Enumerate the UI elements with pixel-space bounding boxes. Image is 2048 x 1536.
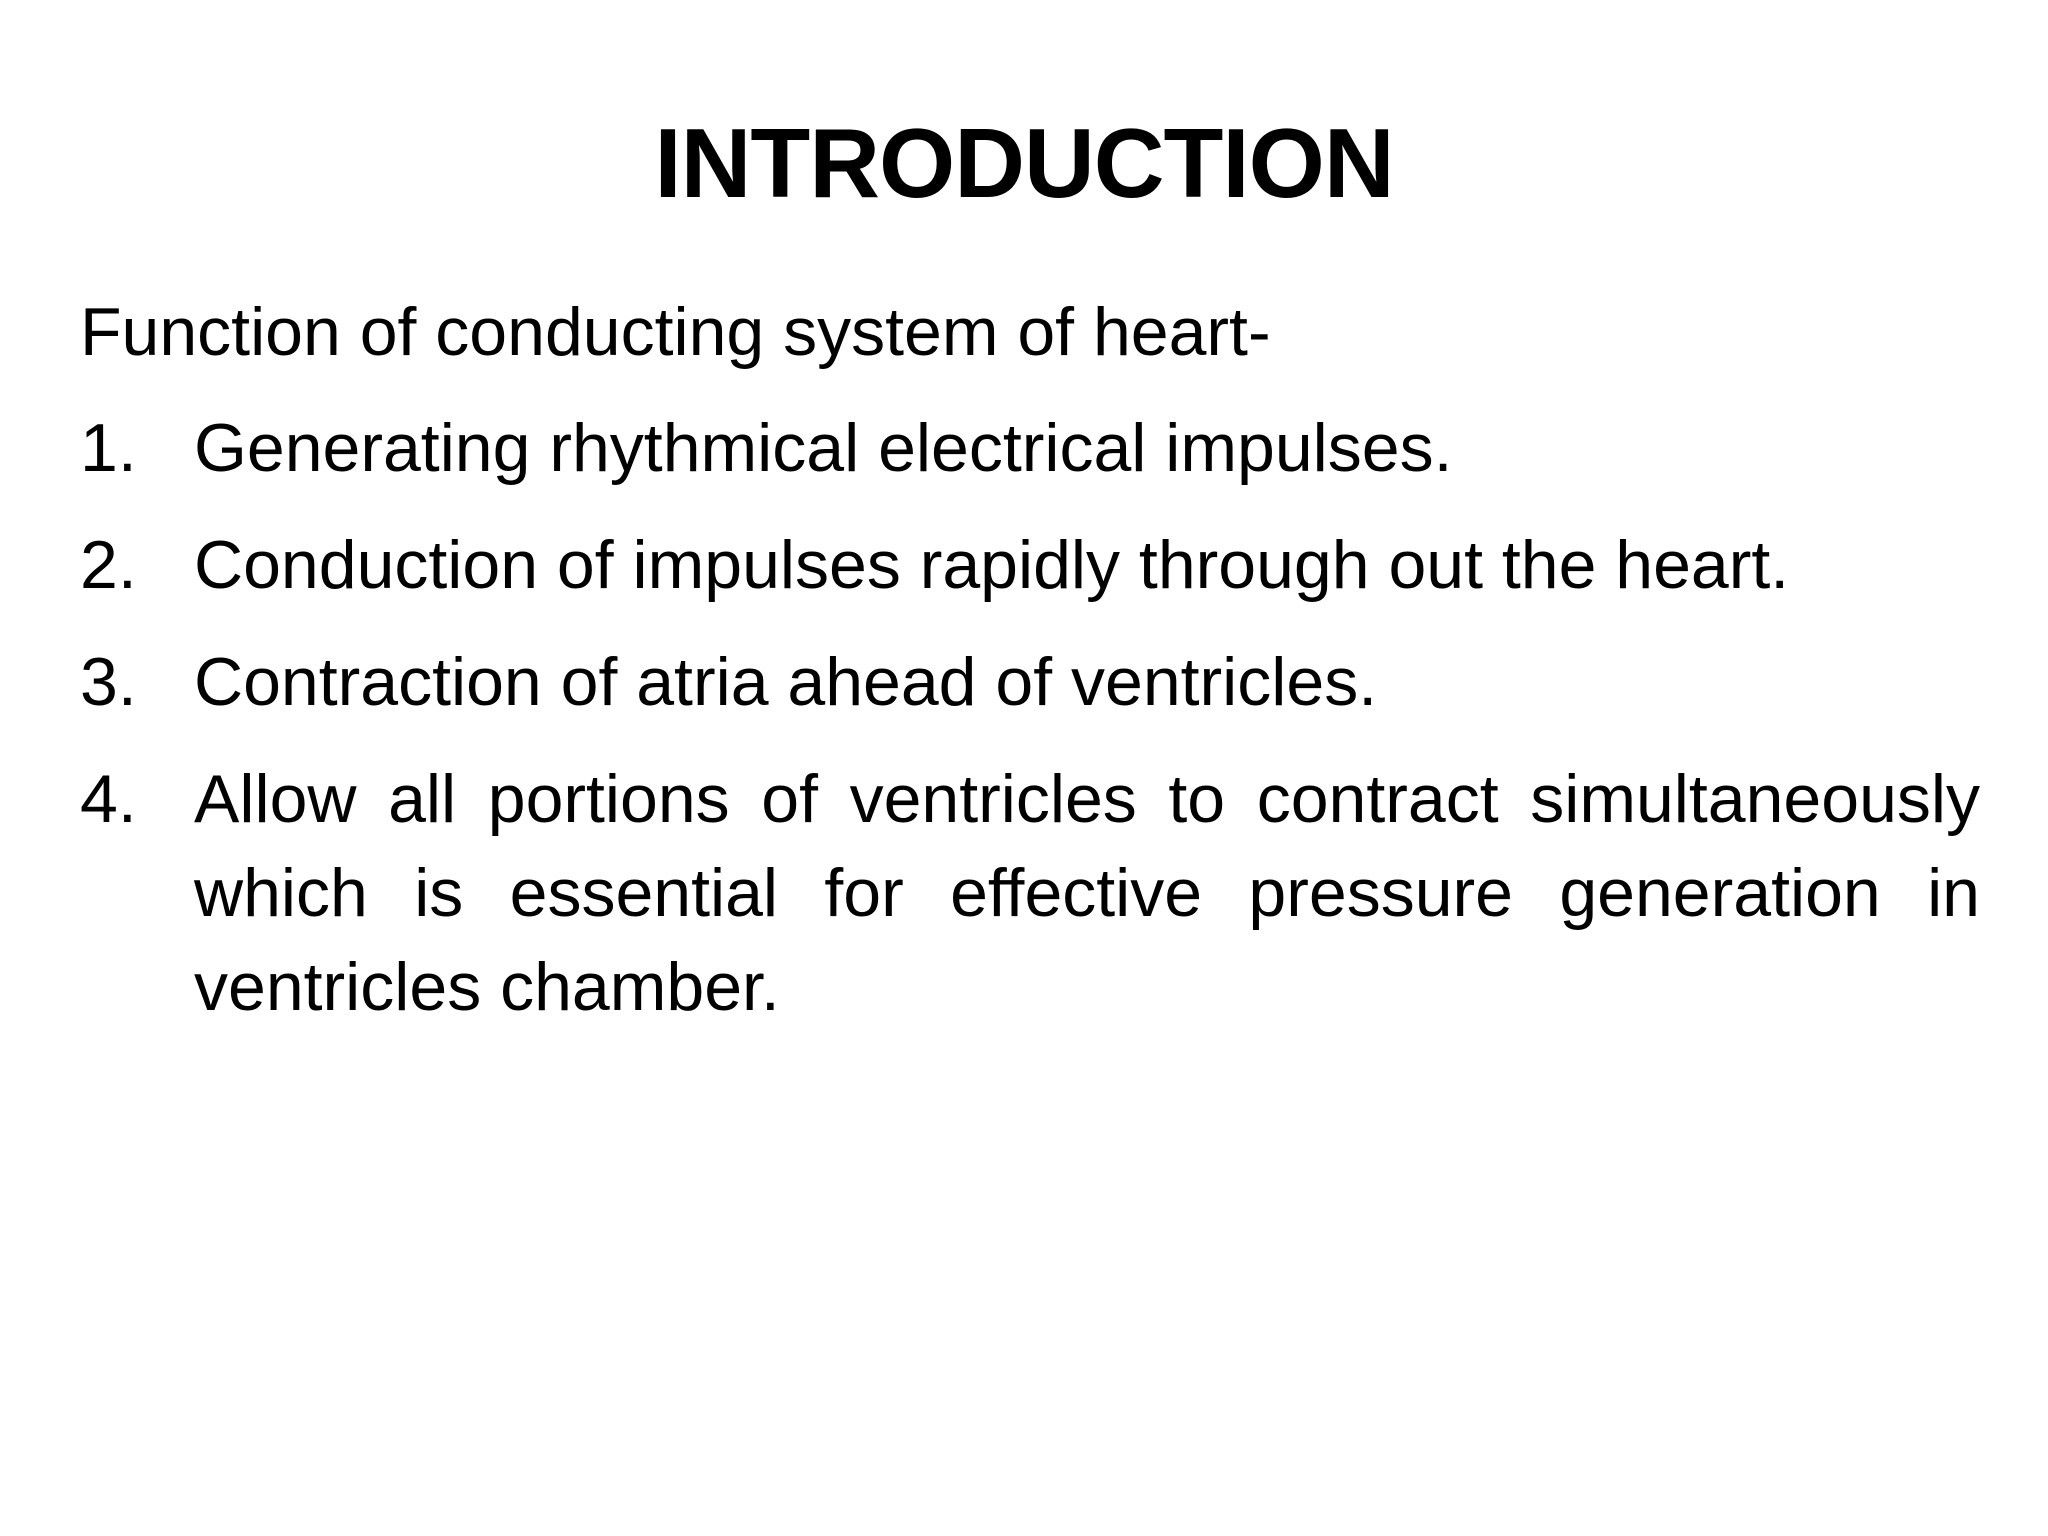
list-item-text: Conduction of impulses rapidly through out the heart. xyxy=(194,527,1790,603)
list-item-number: 4. xyxy=(80,761,137,837)
list-item-text: Generating rhythmical electrical impulses. xyxy=(194,410,1453,486)
list-item-number: 2. xyxy=(80,527,137,603)
list-item xyxy=(80,518,1980,612)
slide-body xyxy=(80,285,1980,1057)
slide-title: INTRODUCTION xyxy=(654,108,1394,218)
list-item-text: Allow all portions of ventricles to contract simultaneously which is essential for effective pressure generation in ventricles chamber. xyxy=(194,761,1980,1025)
function-list xyxy=(80,401,1980,1034)
list-item xyxy=(80,752,1980,1034)
list-item-number: 3. xyxy=(80,644,137,720)
list-item xyxy=(80,635,1980,729)
subheading: Function of conducting system of heart- xyxy=(80,294,1271,370)
list-item-number: 1. xyxy=(80,410,137,486)
list-item-text: Contraction of atria ahead of ventricles. xyxy=(194,644,1378,720)
list-item xyxy=(80,401,1980,495)
